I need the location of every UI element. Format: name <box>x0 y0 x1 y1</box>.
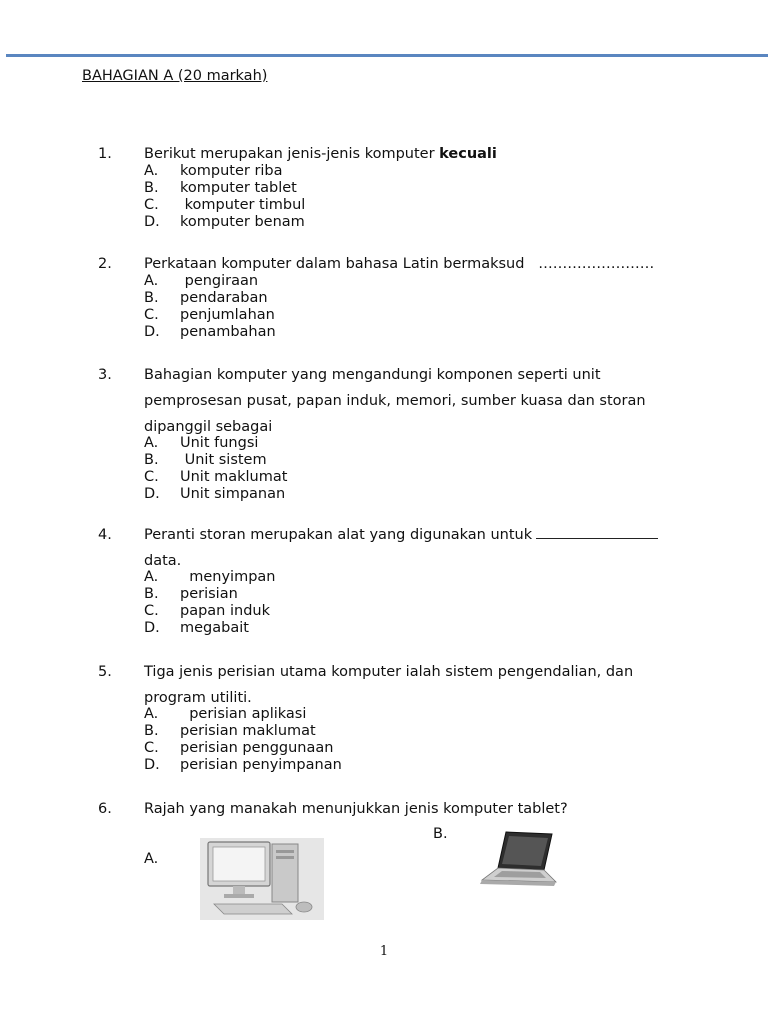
answer-blank <box>536 526 658 539</box>
option-d: D. megabait <box>144 620 249 636</box>
option-b: B. komputer tablet <box>144 180 297 196</box>
option-d: D. penambahan <box>144 324 276 340</box>
option-d: D. perisian penyimpanan <box>144 757 342 773</box>
question-5 <box>98 659 718 774</box>
option-d: D. komputer benam <box>144 214 305 230</box>
option-b: B. pendaraban <box>144 290 268 306</box>
question-6 <box>98 801 718 818</box>
option-a: A. menyimpan <box>144 569 276 585</box>
option-b: B. Unit sistem <box>144 452 267 468</box>
question-4 <box>98 522 718 637</box>
option-d: D. Unit simpanan <box>144 486 286 502</box>
question-text: Tiga jenis perisian utama komputer ialah sistem pengendalian, dan program utiliti. <box>144 664 634 706</box>
question-text: Rajah yang manakah menunjukkan jenis komputer tablet? <box>144 801 568 817</box>
question-number: 5. <box>98 664 112 680</box>
answer-dots: …………………… <box>538 256 655 272</box>
option-b: B. perisian maklumat <box>144 723 316 739</box>
header-rule <box>6 54 768 57</box>
section-title: BAHAGIAN A (20 markah) <box>82 68 268 84</box>
option-a: A. perisian aplikasi <box>144 706 307 722</box>
question-number: 1. <box>98 146 112 162</box>
question-emphasis: kecuali <box>439 146 497 162</box>
question-text: Bahagian komputer yang mengandungi komponen seperti unit pemprosesan pusat, papan induk, memori, sumber kuasa dan storan dipanggil sebagai <box>144 367 646 435</box>
option-c: C. Unit maklumat <box>144 469 288 485</box>
question-number: 3. <box>98 367 112 383</box>
option-c: C. penjumlahan <box>144 307 275 323</box>
question-1 <box>98 146 718 231</box>
question-number: 6. <box>98 801 112 817</box>
question-3 <box>98 362 718 503</box>
question-text: Peranti storan merupakan alat yang digunakan untuk data. <box>144 522 718 569</box>
option-c: C. papan induk <box>144 603 270 619</box>
option-a: A. komputer riba <box>144 163 283 179</box>
question-text: Perkataan komputer dalam bahasa Latin bermaksud …………………… <box>144 256 655 272</box>
option-b: B. perisian <box>144 586 238 602</box>
page-number: 1 <box>379 944 389 959</box>
question-number: 4. <box>98 527 112 543</box>
question-text: Berikut merupakan jenis-jenis komputer kecuali <box>144 146 497 162</box>
picture-option-a-letter: A. <box>144 851 159 867</box>
option-a: A. pengiraan <box>144 273 259 289</box>
question-number: 2. <box>98 256 112 272</box>
option-c: C. komputer timbul <box>144 197 306 213</box>
option-a: A. Unit fungsi <box>144 435 259 451</box>
question-2 <box>98 256 718 341</box>
desktop-computer-icon <box>200 838 324 920</box>
laptop-computer-icon <box>476 830 558 896</box>
picture-option-b-letter: B. <box>433 826 448 842</box>
option-c: C. perisian penggunaan <box>144 740 334 756</box>
